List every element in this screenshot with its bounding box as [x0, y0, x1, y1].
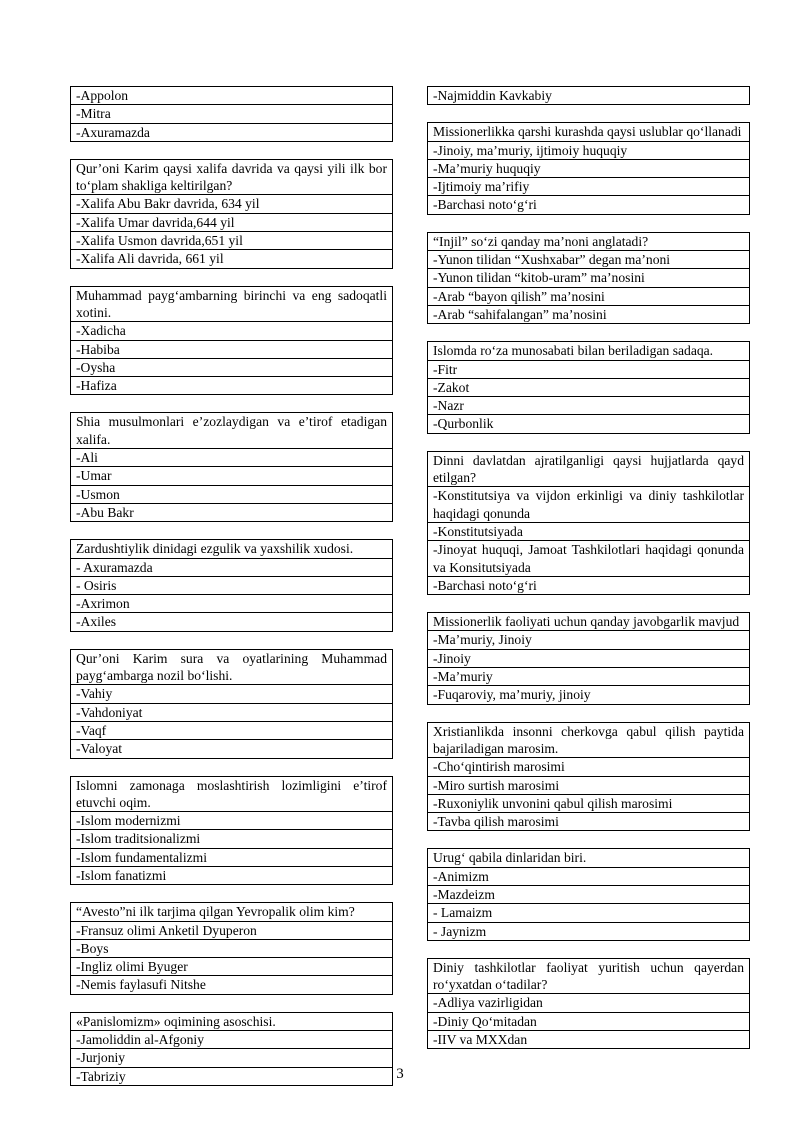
- question-table: [70, 412, 393, 522]
- question-table: [70, 159, 393, 269]
- table-row: [428, 287, 750, 305]
- table-cell: -Hafiza: [71, 377, 393, 395]
- table-cell: Muhammad payg‘ambarning birinchi va eng sadoqatli xotini.: [71, 286, 393, 322]
- table-cell: Islomda ro‘za munosabati bilan beriladigan sadaqa.: [428, 342, 750, 360]
- table-row: [428, 849, 750, 867]
- table-cell: Shia musulmonlari e’zozlaydigan va e’tirof etadigan xalifa.: [71, 413, 393, 449]
- question-table: [427, 86, 750, 105]
- table-row: [71, 449, 393, 467]
- table-cell: -Barchasi noto‘g‘ri: [428, 196, 750, 214]
- table-cell: - Lamaizm: [428, 904, 750, 922]
- table-row: [428, 649, 750, 667]
- left-question-column: [70, 86, 393, 1103]
- table-cell: -Ali: [71, 449, 393, 467]
- table-cell: -Ruxoniylik unvonini qabul qilish marosimi: [428, 794, 750, 812]
- table-cell: -Boys: [71, 939, 393, 957]
- table-row: [428, 397, 750, 415]
- table-row: [71, 377, 393, 395]
- table-cell: Dinni davlatdan ajratilganligi qaysi hujjatlarda qayd etilgan?: [428, 451, 750, 487]
- table-cell: -Xalifa Usmon davrida,651 yil: [71, 232, 393, 250]
- table-cell: -Jurjoniy: [71, 1049, 393, 1067]
- table-row: [71, 159, 393, 195]
- table-row: [428, 232, 750, 250]
- question-table: [427, 848, 750, 940]
- table-cell: -Arab “sahifalangan” ma’nosini: [428, 305, 750, 323]
- table-row: [71, 595, 393, 613]
- table-row: [71, 340, 393, 358]
- question-table: [70, 86, 393, 142]
- table-cell: -Vaqf: [71, 721, 393, 739]
- table-cell: -Ma’muriy huquqiy: [428, 159, 750, 177]
- table-cell: -Islom traditsionalizmi: [71, 830, 393, 848]
- table-cell: -Nemis faylasufi Nitshe: [71, 976, 393, 994]
- table-row: [71, 685, 393, 703]
- table-row: [71, 958, 393, 976]
- table-row: [71, 540, 393, 558]
- table-cell: -Axrimon: [71, 595, 393, 613]
- table-row: [71, 105, 393, 123]
- table-cell: -Axuramazda: [71, 123, 393, 141]
- table-row: [428, 668, 750, 686]
- table-cell: “Injil” so‘zi qanday ma’noni anglatadi?: [428, 232, 750, 250]
- table-cell: -Tavba qilish marosimi: [428, 813, 750, 831]
- table-cell: -Yunon tilidan “Xushxabar” degan ma’noni: [428, 251, 750, 269]
- table-row: [71, 703, 393, 721]
- table-cell: -Jamoliddin al-Afgoniy: [71, 1031, 393, 1049]
- table-cell: Zardushtiylik dinidagi ezgulik va yaxshilik xudosi.: [71, 540, 393, 558]
- table-row: [428, 378, 750, 396]
- table-row: [428, 631, 750, 649]
- table-cell: -Konstitutsiya va vijdon erkinligi va diniy tashkilotlar haqidagi qonunda: [428, 487, 750, 523]
- table-cell: -Miro surtish marosimi: [428, 776, 750, 794]
- table-row: [71, 812, 393, 830]
- question-table: [427, 451, 750, 595]
- table-cell: -Islom fundamentalizmi: [71, 848, 393, 866]
- table-row: [71, 1012, 393, 1030]
- table-cell: -Tabriziy: [71, 1067, 393, 1085]
- table-cell: -Vahdoniyat: [71, 703, 393, 721]
- table-cell: -Vahiy: [71, 685, 393, 703]
- question-table: [70, 539, 393, 631]
- question-table: [427, 232, 750, 324]
- table-row: [428, 360, 750, 378]
- table-row: [71, 232, 393, 250]
- table-cell: -Yunon tilidan “kitob-uram” ma’nosini: [428, 269, 750, 287]
- table-row: [428, 776, 750, 794]
- table-cell: -Arab “bayon qilish” ma’nosini: [428, 287, 750, 305]
- table-row: [428, 251, 750, 269]
- table-cell: -Appolon: [71, 87, 393, 105]
- table-row: [71, 123, 393, 141]
- table-row: [428, 342, 750, 360]
- table-cell: -Ma’muriy, Jinoiy: [428, 631, 750, 649]
- table-cell: «Panislomizm» oqimining asoschisi.: [71, 1012, 393, 1030]
- table-cell: -Xalifa Umar davrida,644 yil: [71, 213, 393, 231]
- table-cell: -Oysha: [71, 358, 393, 376]
- table-row: [428, 813, 750, 831]
- table-row: [71, 503, 393, 521]
- table-row: [71, 921, 393, 939]
- table-row: [428, 541, 750, 577]
- question-table: [427, 612, 750, 704]
- table-cell: -Qurbonlik: [428, 415, 750, 433]
- table-row: [71, 649, 393, 685]
- table-cell: -Fitr: [428, 360, 750, 378]
- table-row: [428, 178, 750, 196]
- table-cell: -Najmiddin Kavkabiy: [428, 87, 750, 105]
- table-cell: -Diniy Qo‘mitadan: [428, 1012, 750, 1030]
- table-cell: -IIV va MXXdan: [428, 1031, 750, 1049]
- table-row: [428, 686, 750, 704]
- table-row: [428, 885, 750, 903]
- table-cell: -Xalifa Ali davrida, 661 yil: [71, 250, 393, 268]
- right-question-column: [427, 86, 750, 1066]
- table-row: [428, 87, 750, 105]
- table-row: [71, 939, 393, 957]
- question-table: [70, 286, 393, 396]
- table-row: [71, 776, 393, 812]
- table-row: [71, 250, 393, 268]
- table-row: [428, 487, 750, 523]
- table-cell: -Jinoiy, ma’muriy, ijtimoiy huquqiy: [428, 141, 750, 159]
- table-row: [428, 904, 750, 922]
- table-row: [71, 87, 393, 105]
- table-row: [71, 467, 393, 485]
- table-row: [428, 522, 750, 540]
- page-number: 3: [396, 1066, 404, 1082]
- table-row: [71, 576, 393, 594]
- question-table: [427, 958, 750, 1049]
- table-row: [71, 740, 393, 758]
- table-cell: -Islom modernizmi: [71, 812, 393, 830]
- table-cell: -Nazr: [428, 397, 750, 415]
- table-cell: Urug‘ qabila dinlaridan biri.: [428, 849, 750, 867]
- table-cell: -Valoyat: [71, 740, 393, 758]
- table-row: [428, 451, 750, 487]
- table-row: [71, 413, 393, 449]
- table-row: [71, 286, 393, 322]
- table-cell: Missionerlik faoliyati uchun qanday javobgarlik mavjud: [428, 613, 750, 631]
- table-cell: - Osiris: [71, 576, 393, 594]
- table-row: [71, 830, 393, 848]
- table-cell: -Ma’muriy: [428, 668, 750, 686]
- table-row: [428, 722, 750, 758]
- table-row: [428, 305, 750, 323]
- table-row: [428, 159, 750, 177]
- table-cell: Missionerlikka qarshi kurashda qaysi uslublar qo‘llanadi: [428, 123, 750, 141]
- table-cell: -Zakot: [428, 378, 750, 396]
- table-cell: -Umar: [71, 467, 393, 485]
- table-cell: -Cho‘qintirish marosimi: [428, 758, 750, 776]
- table-cell: Qur’oni Karim sura va oyatlarining Muhammad payg‘ambarga nozil bo‘lishi.: [71, 649, 393, 685]
- table-cell: -Abu Bakr: [71, 503, 393, 521]
- question-table: [427, 722, 750, 832]
- table-cell: -Barchasi noto‘g‘ri: [428, 576, 750, 594]
- table-cell: Diniy tashkilotlar faoliyat yuritish uchun qayerdan ro‘yxatdan o‘tadilar?: [428, 958, 750, 994]
- table-row: [71, 1049, 393, 1067]
- table-row: [428, 613, 750, 631]
- table-cell: -Xadicha: [71, 322, 393, 340]
- table-cell: -Jinoyat huquqi, Jamoat Tashkilotlari haqidagi qonunda va Konsitutsiyada: [428, 541, 750, 577]
- table-cell: Qur’oni Karim qaysi xalifa davrida va qaysi yili ilk bor to‘plam shakliga keltirilgan?: [71, 159, 393, 195]
- table-row: [428, 141, 750, 159]
- table-row: [428, 576, 750, 594]
- table-cell: -Ingliz olimi Byuger: [71, 958, 393, 976]
- table-row: [71, 558, 393, 576]
- table-cell: -Mitra: [71, 105, 393, 123]
- table-row: [71, 1031, 393, 1049]
- table-row: [428, 958, 750, 994]
- table-cell: -Mazdeizm: [428, 885, 750, 903]
- table-row: [428, 269, 750, 287]
- question-table: [70, 776, 393, 886]
- table-row: [428, 994, 750, 1012]
- table-row: [71, 485, 393, 503]
- table-cell: -Habiba: [71, 340, 393, 358]
- table-row: [71, 866, 393, 884]
- table-cell: Islomni zamonaga moslashtirish lozimligini e’tirof etuvchi oqim.: [71, 776, 393, 812]
- table-row: [71, 613, 393, 631]
- table-cell: -Animizm: [428, 867, 750, 885]
- table-row: [71, 903, 393, 921]
- table-row: [428, 415, 750, 433]
- table-row: [428, 794, 750, 812]
- table-row: [71, 195, 393, 213]
- table-cell: -Axiles: [71, 613, 393, 631]
- question-table: [70, 902, 393, 994]
- table-cell: -Adliya vazirligidan: [428, 994, 750, 1012]
- table-row: [71, 358, 393, 376]
- table-row: [428, 758, 750, 776]
- table-cell: -Jinoiy: [428, 649, 750, 667]
- table-cell: -Xalifa Abu Bakr davrida, 634 yil: [71, 195, 393, 213]
- question-table: [70, 649, 393, 759]
- table-cell: -Konstitutsiyada: [428, 522, 750, 540]
- question-table: [427, 122, 750, 214]
- question-table: [427, 341, 750, 433]
- table-cell: -Fuqaroviy, ma’muriy, jinoiy: [428, 686, 750, 704]
- table-row: [428, 922, 750, 940]
- table-cell: -Usmon: [71, 485, 393, 503]
- table-row: [71, 976, 393, 994]
- table-cell: - Jaynizm: [428, 922, 750, 940]
- table-cell: “Avesto”ni ilk tarjima qilgan Yevropalik olim kim?: [71, 903, 393, 921]
- table-row: [71, 848, 393, 866]
- table-row: [428, 867, 750, 885]
- table-row: [428, 123, 750, 141]
- table-row: [71, 721, 393, 739]
- table-row: [428, 1031, 750, 1049]
- table-row: [428, 1012, 750, 1030]
- table-cell: -Fransuz olimi Anketil Dyuperon: [71, 921, 393, 939]
- table-row: [71, 322, 393, 340]
- table-row: [428, 196, 750, 214]
- table-row: [71, 213, 393, 231]
- table-cell: Xristianlikda insonni cherkovga qabul qilish paytida bajariladigan marosim.: [428, 722, 750, 758]
- table-cell: - Axuramazda: [71, 558, 393, 576]
- table-cell: -Islom fanatizmi: [71, 866, 393, 884]
- table-cell: -Ijtimoiy ma’rifiy: [428, 178, 750, 196]
